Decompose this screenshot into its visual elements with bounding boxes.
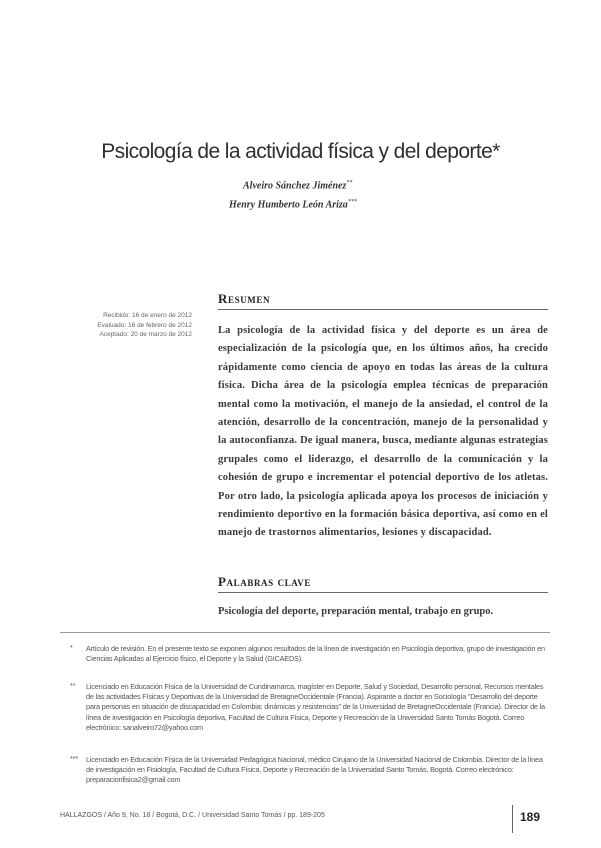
abstract-heading: Resumen bbox=[218, 291, 271, 306]
accepted-date: Aceptado: 20 de marzo de 2012 bbox=[99, 331, 192, 338]
received-date: Recibido: 16 de enero de 2012 bbox=[103, 312, 192, 319]
abstract-text: La psicología de la actividad física y del deporte es un área de especialización de la psicología que, en los últimos años, ha crecido rápidamente como ciencia de apoyo en todas las áreas de la cultura física. Dicha área de la psicología emplea técnicas de preparación mental como la motivación, el manejo de la ansiedad, el control de la atención, desarrollo de la concentración, manejo de la personalidad y la autoconfianza. De igual manera, busca, mediante algunas estrategias grupales como el liderazgo, el desarrollo de la comunicación y la cohesión de grupo e incrementar el potencial deportivo de los atletas. Por otro lado, la psicología aplicada apoya los procesos de iniciación y rendimiento deportivo en la formación básica deportiva, así como en el manejo de trastornos alimentarios, lesiones y discapacidad. bbox=[218, 325, 548, 539]
footnote-mark: * bbox=[70, 645, 73, 652]
footnote-text: Artículo de revisión. En el presente texto se exponen algunos resultados de la línea de investigación en Psicología deportiva, grupo de investigación en Ciencias Aplicadas al Ejercicio físico, el Deporte y la Salud (GICAEDS). bbox=[86, 644, 545, 664]
article-dates bbox=[60, 311, 192, 340]
footnote-text: Licenciado en Educación Física de la Universidad Pedagógica Nacional, médico Cirujano de la Universidad Nacional de Colombia. Director de la línea de investigación en Fisiología, Facultad de Cultura Física, Deporte y Recreación de la Universidad Santo Tomás, Bogotá. Correo electrónico: preparacionfisica2@gmail.com bbox=[86, 755, 543, 785]
author-name: Henry Humberto León Ariza bbox=[229, 199, 348, 211]
keywords-text: Psicología del deporte, preparación mental, trabajo en grupo. bbox=[218, 606, 494, 617]
evaluated-date: Evaluado: 16 de febrero de 2012 bbox=[97, 321, 192, 329]
journal-footer: HALLAZGOS / Año 9, No. 18 / Bogotá, D.C. / Universidad Santo Tomás / pp. 189-205 bbox=[60, 812, 325, 819]
page-number: 189 bbox=[520, 810, 541, 824]
article-title: Psicología de la actividad física y del deporte* bbox=[101, 140, 500, 163]
author-name: Alveiro Sánchez Jiménez bbox=[243, 180, 347, 192]
abstract-rule bbox=[218, 309, 548, 310]
footnote-mark: ** bbox=[70, 683, 76, 690]
footnote-text: Licenciado en Educación Física de la Universidad de Cundinamarca, magíster en Deporte, Salud y Sociedad, Desarrollo personal, Recursos mentales de las actividades Físicas y Deportivas de la Universidad de BretagneOccidentale (Francia). Aspirante a doctor en Sociología "Desarrollo del deporte para personas en situación de discapacidad en Colombia: dinámicas y resistencias" de la Universidad de BretagneOccidentale (Francia). Director de la línea de investigación en Psicología deportiva, Facultad de Cultura Física, Deporte y Recreación de la Universidad Santo Tomás Bogotá. Correo electrónico: sanalveiro72@yahoo.com bbox=[86, 682, 545, 732]
keywords-heading: Palabras clave bbox=[218, 574, 311, 589]
author-1 bbox=[243, 180, 352, 191]
keywords-rule bbox=[218, 592, 548, 593]
author-footnote-mark: *** bbox=[347, 199, 357, 205]
author-footnote-mark: ** bbox=[346, 180, 353, 186]
footnotes-separator bbox=[60, 632, 550, 633]
footnote-mark: *** bbox=[70, 756, 79, 763]
footer-divider bbox=[512, 805, 513, 833]
author-2 bbox=[229, 199, 357, 210]
